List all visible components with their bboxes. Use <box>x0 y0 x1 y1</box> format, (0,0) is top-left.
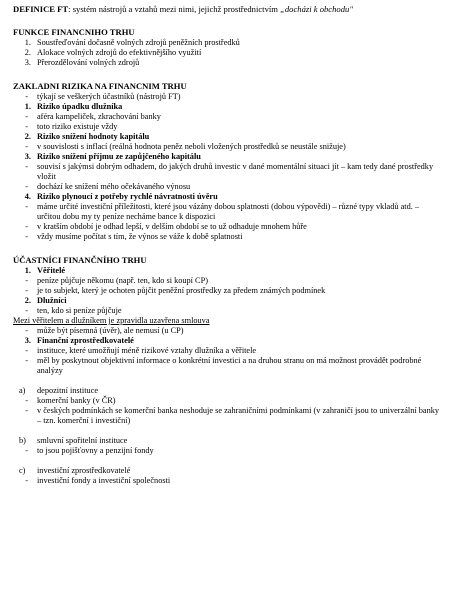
item-number: 1. <box>24 38 31 47</box>
section-rizika <box>13 81 444 242</box>
list-item <box>13 122 444 132</box>
section-title-ucastnici: ÚČASTNÍCI FINANČNÍHO TRHU <box>13 255 147 265</box>
item-text: peníze půjčuje někomu (např. ten, kdo si koupí CP) <box>37 276 208 285</box>
risk-title: Riziko snížení hodnoty kapitálu <box>37 132 150 141</box>
list-item <box>13 406 444 426</box>
dash-bullet: - <box>25 356 28 365</box>
participant-heading <box>13 296 444 306</box>
item-text: Přerozdělování volných zdrojů <box>37 58 140 67</box>
subtype-letter: b) <box>19 436 26 445</box>
item-text: aféra kampeliček, zkrachování banky <box>37 112 161 121</box>
item-number: 3. <box>24 58 31 67</box>
list-item <box>13 446 444 456</box>
risk-title: Riziko snížení příjmu ze zapůjčeného kapitálu <box>37 152 201 161</box>
list-item <box>13 326 444 336</box>
item-text: investiční fondy a investiční společnosti <box>37 476 171 485</box>
definition-quote: „docházi k obchodu" <box>280 4 353 14</box>
item-number: 1. <box>24 102 31 111</box>
item-text: instituce, které umožňují méně rizikové vztahy dlužníka a věřitele <box>37 346 257 355</box>
dash-bullet: - <box>25 306 28 315</box>
dash-bullet: - <box>25 92 28 101</box>
dash-bullet: - <box>25 476 28 485</box>
dash-bullet: - <box>25 182 28 191</box>
risk-heading <box>13 132 444 142</box>
item-number: 2. <box>24 48 31 57</box>
definition-line <box>13 4 444 14</box>
item-text: v souvislosti s inflací (reálná hodnota peněz neboli vložených prostředků se neustále snižuje) <box>37 142 346 151</box>
subtype-title: smluvní spořitelní instituce <box>37 436 128 445</box>
dash-bullet: - <box>25 396 28 405</box>
dash-bullet: - <box>25 326 28 335</box>
dash-bullet: - <box>25 406 28 415</box>
definition-label: DEFINICE FT <box>13 4 69 14</box>
item-text: Alokace volných zdrojů do efektivnějšího využití <box>37 48 202 57</box>
section-funkce <box>13 27 444 68</box>
item-text: je to subjekt, který je ochoten půjčit peněžní prostředky za předem známých podmínek <box>37 286 326 295</box>
dash-bullet: - <box>25 446 28 455</box>
risk-heading <box>13 192 444 202</box>
item-text: komerční banky (v ČR) <box>37 396 116 405</box>
funkce-list <box>13 38 444 68</box>
list-item <box>13 48 444 58</box>
subtype-heading <box>13 386 444 396</box>
item-text: ten, kdo si peníze půjčuje <box>37 306 122 315</box>
participant-heading <box>13 266 444 276</box>
participant-title: Dlužníci <box>37 296 67 305</box>
subtype-title: depozitní instituce <box>37 386 99 395</box>
item-text: vždy musíme počítat s tím, že výnos se váže k době splatnosti <box>37 232 243 241</box>
item-text: týkají se veškerých účastníků (nástrojů FT) <box>37 92 181 101</box>
list-item <box>13 202 444 222</box>
dash-bullet: - <box>25 122 28 131</box>
item-number: 2. <box>24 296 31 305</box>
subtype-title: investiční zprostředkovatelé <box>37 466 131 475</box>
item-text: v českých podmínkách se komerční banka neshoduje se zahraničními podmínkami (v zahraničí jsou to univerzální banky – tzn. komerční i investiční) <box>37 406 440 425</box>
dash-bullet: - <box>25 142 28 151</box>
item-text: může být písemná (úvěr), ale nemusí (u CP) <box>37 326 184 335</box>
risk-heading <box>13 152 444 162</box>
item-number: 1. <box>24 266 31 275</box>
list-item <box>13 346 444 356</box>
item-text: máme určité investiční příležitosti, které jsou vázány dobou splatnosti (dobou výpovědi) – různé typy vkladů atd. – určitou dobu my ty peníze necháme bance k dispozici <box>37 202 420 221</box>
risk-title: Riziko úpadku dlužníka <box>37 102 123 111</box>
subtype-heading <box>13 466 444 476</box>
item-number: 2. <box>24 132 31 141</box>
item-number: 3. <box>24 336 31 345</box>
subtype-letter: a) <box>19 386 26 395</box>
list-item <box>13 396 444 406</box>
item-text: to jsou pojišťovny a penzijní fondy <box>37 446 154 455</box>
list-item <box>13 162 444 182</box>
contract-line <box>13 316 444 326</box>
section-title-funkce: FUNKCE FINANCNIHO TRHU <box>13 27 135 37</box>
item-number: 3. <box>24 152 31 161</box>
list-item <box>13 286 444 296</box>
list-item <box>13 142 444 152</box>
definition-text: : systém nástrojů a vztahů mezi nimi, jejichž prostřednictvím <box>68 4 281 14</box>
list-item <box>13 276 444 286</box>
item-text: souvisí s jakýmsi dobrým odhadem, do jakých druhů investic v dané momentální situaci jít – kam tedy dané prostředky vložit <box>37 162 434 181</box>
section-title-rizika: ZAKLADNI RIZIKA NA FINANCNIM TRHU <box>13 81 187 91</box>
dash-bullet: - <box>25 202 28 211</box>
participant-title: Věřitelé <box>37 266 66 275</box>
dash-bullet: - <box>25 162 28 171</box>
list-item <box>13 112 444 122</box>
risk-title: Riziko plynoucí z potřeby rychlé návratnosti úvěru <box>37 192 218 201</box>
item-text: dochází ke snížení mého očekávaného výnosu <box>37 182 191 191</box>
list-item <box>13 182 444 192</box>
participant-heading <box>13 336 444 346</box>
list-item <box>13 38 444 48</box>
item-text: měl by poskytnout objektivní informace o konkrétní investici a na druhou stranu on má možnost provádět podrobné analýzy <box>37 356 422 375</box>
item-text: toto riziko existuje vždy <box>37 122 118 131</box>
list-item <box>13 306 444 316</box>
dash-bullet: - <box>25 222 28 231</box>
list-item <box>13 232 444 242</box>
participant-title: Finanční zprostředkovatelé <box>37 336 134 345</box>
list-item <box>13 222 444 232</box>
dash-bullet: - <box>25 286 28 295</box>
risk-heading <box>13 102 444 112</box>
contract-text: Mezi věřitelem a dlužníkem je zpravidla uzavřena smlouva <box>13 316 210 325</box>
item-number: 4. <box>24 192 31 201</box>
dash-bullet: - <box>25 112 28 121</box>
dash-bullet: - <box>25 232 28 241</box>
list-item <box>13 92 444 102</box>
section-ucastnici <box>13 255 444 486</box>
subtype-letter: c) <box>19 466 26 475</box>
subtype-heading <box>13 436 444 446</box>
dash-bullet: - <box>25 346 28 355</box>
list-item <box>13 476 444 486</box>
item-text: v kratším období je odhad lepší, v delším období se to už odhaduje mnohem hůře <box>37 222 307 231</box>
item-text: Soustřeďování dočasně volných zdrojů peněžních prostředků <box>37 38 240 47</box>
list-item <box>13 58 444 68</box>
list-item <box>13 356 444 376</box>
dash-bullet: - <box>25 276 28 285</box>
